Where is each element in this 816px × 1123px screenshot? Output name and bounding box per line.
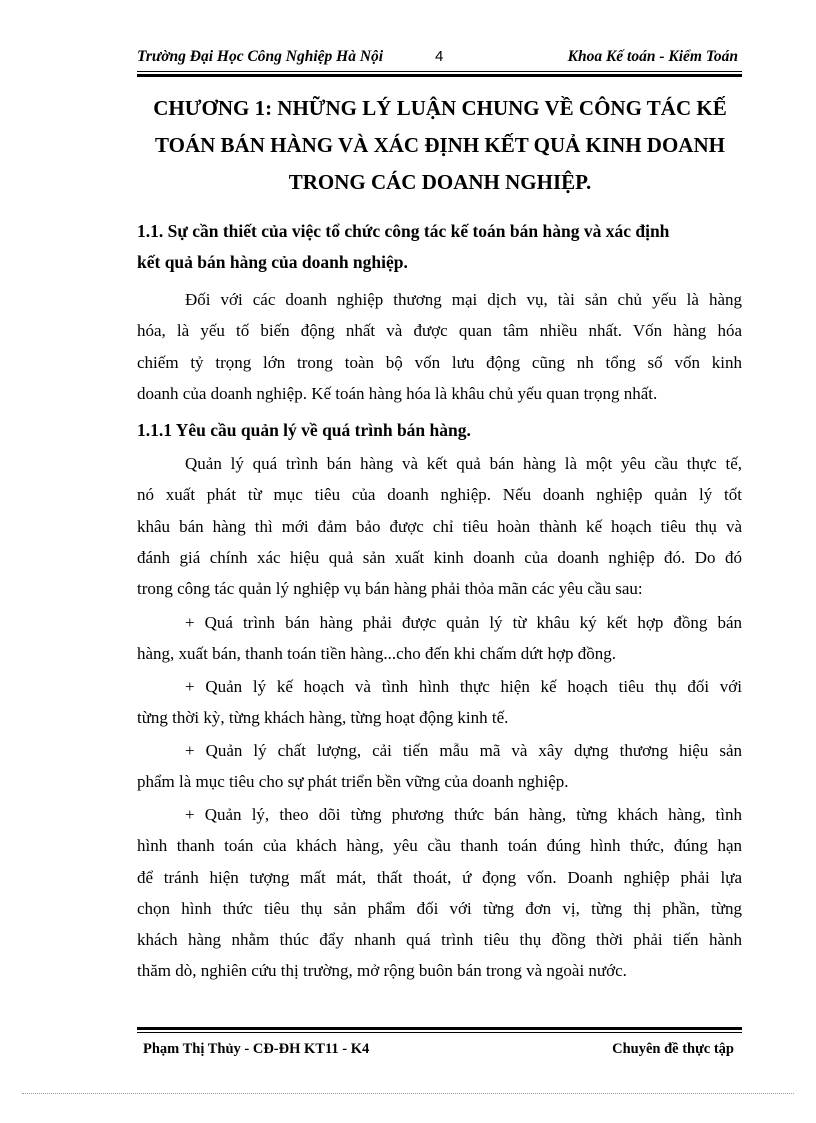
text-line: Quản lý quá trình bán hàng và kết quả bán hàng là một yêu cầu thực tế, [185, 454, 742, 473]
footer-author: Phạm Thị Thủy - CĐ-ĐH KT11 - K4 [143, 1041, 370, 1057]
text-line: nó xuất phát từ mục tiêu của doanh nghiệp. Nếu doanh nghiệp quản lý tốt [137, 485, 742, 505]
text-line: hình thanh toán của khách hàng, yêu cầu thanh toán đúng hình thức, đúng hạn [137, 836, 742, 856]
header-rule-thick [137, 74, 742, 77]
text-line: + Quản lý kế hoạch và tình hình thực hiện kế hoạch tiêu thụ đối với [185, 677, 742, 696]
text-line: từng thời kỳ, từng khách hàng, từng hoạt động kinh tế. [137, 708, 509, 728]
text-line: + Quá trình bán hàng phải được quản lý từ khâu ký kết hợp đồng bán [185, 613, 742, 632]
page-bottom-divider [22, 1093, 794, 1094]
chapter-title-line: CHƯƠNG 1: NHỮNG LÝ LUẬN CHUNG VỀ CÔNG TÁC KẾ [153, 96, 727, 120]
paragraph-requirements [137, 448, 742, 604]
header-page-number: 4 [435, 48, 444, 65]
chapter-title-line: TRONG CÁC DOANH NGHIỆP. [288, 170, 592, 194]
text-line: phẩm là mục tiêu cho sự phát triển bền vững của doanh nghiệp. [137, 772, 569, 792]
text-line: Đối với các doanh nghiệp thương mại dịch vụ, tài sản chủ yếu là hàng [185, 290, 742, 309]
section-heading-line: 1.1. Sự cần thiết của việc tổ chức công tác kế toán bán hàng và xác định [137, 221, 670, 241]
footer-doc-type: Chuyên đề thực tập [612, 1041, 734, 1057]
bullet-item [137, 799, 742, 987]
text-line: hóa, là yếu tố biến động nhất và được quan tâm nhiều nhất. Vốn hàng hóa [137, 321, 742, 341]
text-line: + Quản lý, theo dõi từng phương thức bán hàng, từng khách hàng, tình [185, 805, 742, 824]
bullet-item [137, 607, 742, 670]
text-line: đánh giá chính xác hiệu quả sản xuất kinh doanh của doanh nghiệp đó. Do đó [137, 547, 742, 567]
text-line: chiếm tỷ trọng lớn trong toàn bộ vốn lưu động cũng nh tổng số vốn kinh [137, 352, 742, 372]
paragraph-intro [137, 284, 742, 409]
header-department: Khoa Kế toán - Kiểm Toán [567, 48, 738, 65]
page-header [137, 44, 742, 72]
text-line: chọn hình thức tiêu thụ sản phẩm đối với từng đơn vị, từng thị phần, từng [137, 898, 742, 918]
section-heading-1-1-1: 1.1.1 Yêu cầu quản lý về quá trình bán hàng. [137, 420, 471, 440]
chapter-title [120, 90, 760, 201]
footer-rule-thick [137, 1027, 742, 1030]
section-heading-line: kết quả bán hàng của doanh nghiệp. [137, 252, 408, 272]
header-school: Trường Đại Học Công Nghiệp Hà Nội [137, 48, 384, 65]
bullet-item [137, 671, 742, 734]
bullet-item [137, 735, 742, 798]
text-line: doanh của doanh nghiệp. Kế toán hàng hóa là khâu chủ yếu quan trọng nhất. [137, 383, 658, 403]
header-rule-thin [137, 71, 742, 72]
footer-rule-thin [137, 1032, 742, 1033]
section-heading-1-1 [137, 216, 747, 278]
chapter-title-line: TOÁN BÁN HÀNG VÀ XÁC ĐỊNH KẾT QUẢ KINH DOANH [155, 133, 725, 157]
text-line: hàng, xuất bán, thanh toán tiền hàng...cho đến khi chấm dứt hợp đồng. [137, 644, 616, 664]
text-line: để tránh hiện tượng mất mát, thất thoát, ứ đọng vốn. Doanh nghiệp phải lựa [137, 867, 742, 887]
text-line: thăm dò, nghiên cứu thị trường, mở rộng buôn bán trong và ngoài nước. [137, 961, 627, 981]
text-line: trong công tác quản lý nghiệp vụ bán hàng phải thỏa mãn các yêu cầu sau: [137, 579, 643, 599]
text-line: khâu bán hàng thì mới đảm bảo được chỉ tiêu hoàn thành kế hoạch tiêu thụ và [137, 516, 742, 536]
text-line: khách hàng nhằm thúc đẩy nhanh quá trình tiêu thụ đồng thời phải tiến hành [137, 930, 742, 950]
text-line: + Quản lý chất lượng, cải tiến mẫu mã và xây dựng thương hiệu sản [185, 741, 742, 760]
